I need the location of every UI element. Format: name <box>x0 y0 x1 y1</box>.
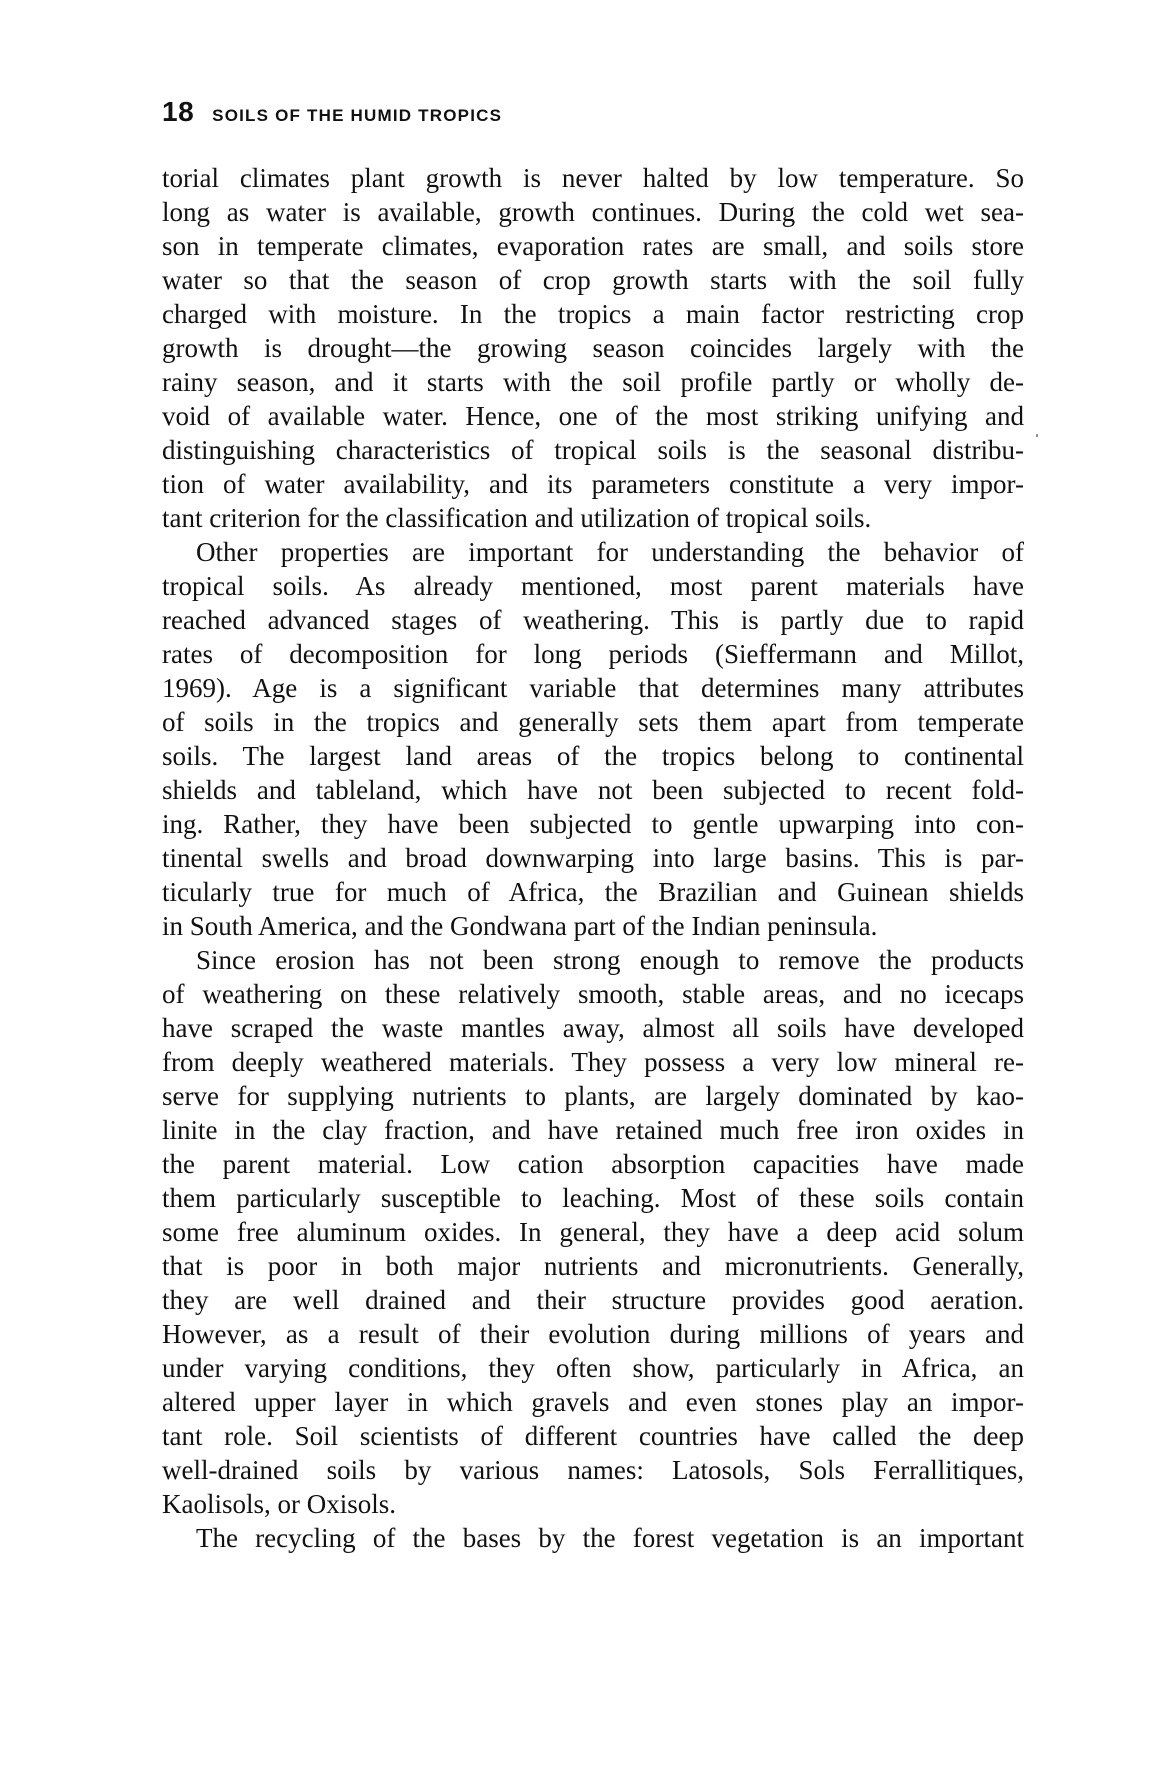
text-line: rates of decomposition for long periods (Sieffermann and Millot, <box>162 639 1024 669</box>
page-number: 18 <box>162 96 195 127</box>
text-line: the parent material. Low cation absorption capacities have made <box>162 1149 1024 1179</box>
running-head <box>162 96 502 128</box>
paragraph-2 <box>162 535 1024 943</box>
text-line: well-drained soils by various names: Latosols, Sols Ferrallitiques, <box>162 1455 1024 1485</box>
text-line: tion of water availability, and its parameters constitute a very impor- <box>162 469 1024 499</box>
text-line: linite in the clay fraction, and have retained much free iron oxides in <box>162 1115 1024 1145</box>
text-line: tant criterion for the classification and utilization of tropical soils. <box>162 503 872 533</box>
text-line: shields and tableland, which have not been subjected to recent fold- <box>162 775 1024 805</box>
text-line: Other properties are important for understanding the behavior of <box>196 537 1024 567</box>
text-line: torial climates plant growth is never halted by low temperature. So <box>162 163 1024 193</box>
text-line: under varying conditions, they often show, particularly in Africa, an <box>162 1353 1024 1383</box>
text-line: However, as a result of their evolution during millions of years and <box>162 1319 1024 1349</box>
text-line: distinguishing characteristics of tropical soils is the seasonal distribu- <box>162 435 1024 465</box>
text-line: 1969). Age is a significant variable that determines many attributes <box>162 673 1024 703</box>
text-line: growth is drought—the growing season coincides largely with the <box>162 333 1024 363</box>
text-line: Kaolisols, or Oxisols. <box>162 1489 397 1519</box>
paragraph-4 <box>162 1521 1024 1555</box>
text-line: in South America, and the Gondwana part of the Indian peninsula. <box>162 911 878 941</box>
text-line: of weathering on these relatively smooth, stable areas, and no icecaps <box>162 979 1024 1009</box>
text-line: charged with moisture. In the tropics a main factor restricting crop <box>162 299 1024 329</box>
stray-ink-mark: ˌ <box>1034 417 1040 437</box>
text-line: Since erosion has not been strong enough to remove the products <box>196 945 1024 975</box>
paragraph-3 <box>162 943 1024 1521</box>
text-line: tant role. Soil scientists of different countries have called the deep <box>162 1421 1024 1451</box>
text-line: ing. Rather, they have been subjected to gentle upwarping into con- <box>162 809 1024 839</box>
text-line: them particularly susceptible to leaching. Most of these soils contain <box>162 1183 1024 1213</box>
text-line: ticularly true for much of Africa, the Brazilian and Guinean shields <box>162 877 1024 907</box>
text-line: some free aluminum oxides. In general, they have a deep acid solum <box>162 1217 1024 1247</box>
text-line: have scraped the waste mantles away, almost all soils have developed <box>162 1013 1024 1043</box>
text-line: they are well drained and their structure provides good aeration. <box>162 1285 1024 1315</box>
text-line: altered upper layer in which gravels and even stones play an impor- <box>162 1387 1024 1417</box>
text-line: soils. The largest land areas of the tropics belong to continental <box>162 741 1024 771</box>
text-line: from deeply weathered materials. They possess a very low mineral re- <box>162 1047 1024 1077</box>
text-line: void of available water. Hence, one of the most striking unifying and <box>162 401 1024 431</box>
paragraph-1 <box>162 161 1024 535</box>
text-line: water so that the season of crop growth starts with the soil fully <box>162 265 1024 295</box>
text-line: that is poor in both major nutrients and micronutrients. Generally, <box>162 1251 1024 1281</box>
text-line: The recycling of the bases by the forest vegetation is an important <box>196 1523 1024 1553</box>
text-line: tinental swells and broad downwarping into large basins. This is par- <box>162 843 1024 873</box>
running-title: SOILS OF THE HUMID TROPICS <box>212 106 503 125</box>
text-line: son in temperate climates, evaporation rates are small, and soils store <box>162 231 1024 261</box>
text-line: reached advanced stages of weathering. This is partly due to rapid <box>162 605 1024 635</box>
text-line: tropical soils. As already mentioned, most parent materials have <box>162 571 1024 601</box>
text-line: serve for supplying nutrients to plants, are largely dominated by kao- <box>162 1081 1024 1111</box>
text-line: of soils in the tropics and generally sets them apart from temperate <box>162 707 1024 737</box>
text-line: rainy season, and it starts with the soil profile partly or wholly de- <box>162 367 1024 397</box>
text-line: long as water is available, growth continues. During the cold wet sea- <box>162 197 1024 227</box>
body-text <box>162 161 1024 1555</box>
